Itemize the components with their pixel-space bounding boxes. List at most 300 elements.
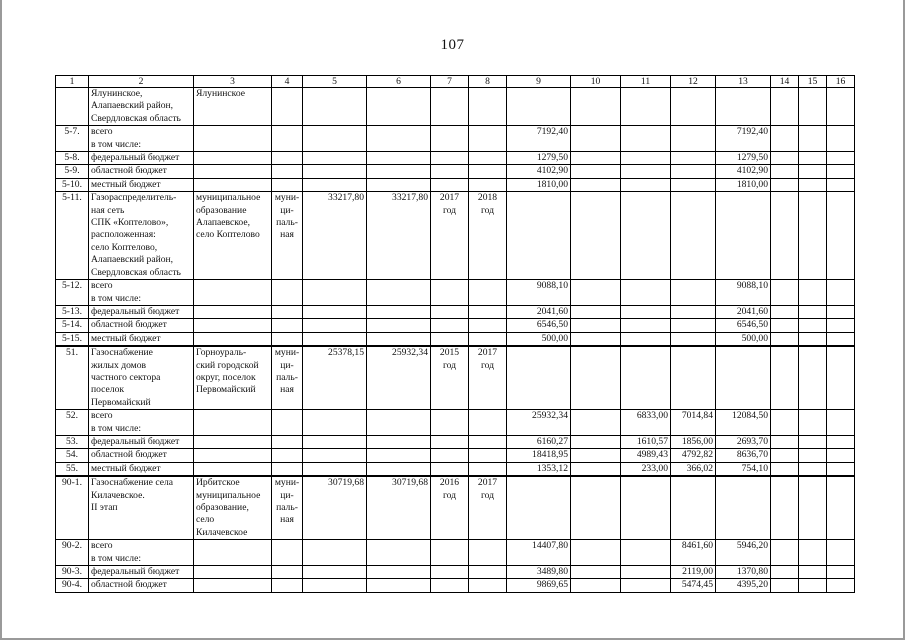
column-header: 12 (671, 76, 716, 88)
table-cell (367, 280, 431, 306)
table-cell (827, 126, 855, 152)
table-cell: Ялунинское (194, 88, 272, 126)
table-cell: 5-7. (56, 126, 89, 152)
table-cell (571, 332, 621, 346)
table-cell: 14407,80 (507, 540, 571, 566)
table-cell (272, 126, 303, 152)
table-cell (771, 152, 799, 165)
table-cell (194, 165, 272, 178)
table-cell (799, 192, 827, 280)
table-cell (272, 449, 303, 462)
table-cell (571, 346, 621, 410)
table-cell: 2016 год (431, 476, 469, 540)
table-cell: федеральный бюджет (89, 152, 194, 165)
table-cell: 1279,50 (507, 152, 571, 165)
table-row (56, 540, 855, 566)
column-header: 4 (272, 76, 303, 88)
table-cell (827, 346, 855, 410)
table-row (56, 435, 855, 448)
table-cell (303, 305, 367, 318)
table-cell: 5-12. (56, 280, 89, 306)
scan-edge-left (0, 0, 2, 640)
table-row (56, 410, 855, 436)
table-cell (799, 319, 827, 332)
table-cell: 233,00 (621, 462, 671, 476)
table-cell: 9088,10 (716, 280, 771, 306)
table-cell: 90-2. (56, 540, 89, 566)
table-cell (716, 192, 771, 280)
table-cell (431, 540, 469, 566)
table-cell (194, 462, 272, 476)
table-cell (771, 435, 799, 448)
table-cell (827, 449, 855, 462)
table-cell (799, 280, 827, 306)
table-cell (367, 88, 431, 126)
table-cell (431, 126, 469, 152)
table-cell (272, 566, 303, 579)
table-cell: 52. (56, 410, 89, 436)
table-cell (272, 579, 303, 592)
table-cell: 12084,50 (716, 410, 771, 436)
table-cell (799, 346, 827, 410)
table-cell: 1279,50 (716, 152, 771, 165)
column-header: 8 (469, 76, 507, 88)
table-cell (671, 305, 716, 318)
table-cell (469, 462, 507, 476)
column-header: 1 (56, 76, 89, 88)
table-cell (771, 410, 799, 436)
table-cell (469, 566, 507, 579)
table-cell (571, 476, 621, 540)
column-header: 5 (303, 76, 367, 88)
table-cell (771, 192, 799, 280)
table-cell: 2017 год (469, 346, 507, 410)
table-cell (799, 476, 827, 540)
table-cell (469, 319, 507, 332)
table-cell: 5-14. (56, 319, 89, 332)
table-cell (571, 280, 621, 306)
table-cell (469, 449, 507, 462)
table-cell (671, 346, 716, 410)
column-header: 3 (194, 76, 272, 88)
table-cell (194, 305, 272, 318)
table-cell (716, 346, 771, 410)
table-cell: 1810,00 (716, 178, 771, 191)
table-row (56, 566, 855, 579)
table-cell (827, 462, 855, 476)
table-cell (469, 178, 507, 191)
table-row (56, 126, 855, 152)
table-cell (827, 476, 855, 540)
table-cell (367, 178, 431, 191)
table-cell (827, 88, 855, 126)
table-cell (771, 579, 799, 592)
table-cell (671, 319, 716, 332)
table-cell (827, 305, 855, 318)
table-cell: муни- ци- паль- ная (272, 192, 303, 280)
page-number: 107 (440, 37, 465, 53)
table-cell (621, 178, 671, 191)
table-cell: 3489,80 (507, 566, 571, 579)
table-cell: Газоснабжение жилых домов частного сектора поселок Первомайский (89, 346, 194, 410)
table-cell: Газоснабжение села Килачевское. II этап (89, 476, 194, 540)
table-cell (303, 566, 367, 579)
table-cell (621, 346, 671, 410)
table-cell (571, 152, 621, 165)
column-header: 2 (89, 76, 194, 88)
table-cell (303, 410, 367, 436)
table-cell (571, 540, 621, 566)
table-cell (431, 449, 469, 462)
table-cell (571, 178, 621, 191)
table-cell (771, 540, 799, 566)
table-cell (469, 305, 507, 318)
table-cell (799, 332, 827, 346)
table-cell (469, 435, 507, 448)
table-cell (431, 165, 469, 178)
table-cell: федеральный бюджет (89, 305, 194, 318)
table-cell: 7014,84 (671, 410, 716, 436)
table-cell: областной бюджет (89, 579, 194, 592)
table-cell (194, 540, 272, 566)
table-cell: 6546,50 (507, 319, 571, 332)
table-cell (469, 410, 507, 436)
table-cell (303, 280, 367, 306)
table-cell (827, 566, 855, 579)
table-cell (507, 192, 571, 280)
table-row (56, 579, 855, 592)
column-header: 10 (571, 76, 621, 88)
table-cell (671, 280, 716, 306)
table-cell: 2017 год (469, 476, 507, 540)
table-cell (431, 332, 469, 346)
table-cell: 4792,82 (671, 449, 716, 462)
table-cell (194, 152, 272, 165)
table-cell: 51. (56, 346, 89, 410)
table-cell (303, 579, 367, 592)
table-cell (272, 88, 303, 126)
table-cell (194, 178, 272, 191)
table-cell (571, 126, 621, 152)
table-cell (571, 165, 621, 178)
table-cell (799, 165, 827, 178)
table-cell (431, 88, 469, 126)
table-cell: Ялунинское, Алапаевский район, Свердловская область (89, 88, 194, 126)
table-cell: Горноураль- ский городской округ, поселок Первомайский (194, 346, 272, 410)
table-cell (827, 152, 855, 165)
table-cell: всего в том числе: (89, 280, 194, 306)
table-cell: 1810,00 (507, 178, 571, 191)
table-row (56, 346, 855, 410)
table-cell (671, 165, 716, 178)
table-cell: 5-10. (56, 178, 89, 191)
table-cell: 1370,80 (716, 566, 771, 579)
table-cell (367, 540, 431, 566)
table-cell (507, 88, 571, 126)
table-cell (367, 462, 431, 476)
table-cell (194, 126, 272, 152)
table-cell: 4989,43 (621, 449, 671, 462)
table-cell: 25932,34 (367, 346, 431, 410)
table-cell (367, 305, 431, 318)
table-cell (272, 305, 303, 318)
table-cell (799, 449, 827, 462)
table-cell: 55. (56, 462, 89, 476)
table-cell (431, 280, 469, 306)
table-cell (621, 566, 671, 579)
table-cell: всего в том числе: (89, 126, 194, 152)
table-cell (431, 305, 469, 318)
table-cell: 9088,10 (507, 280, 571, 306)
table-cell (571, 435, 621, 448)
table-cell: 7192,40 (507, 126, 571, 152)
table-cell: муниципальное образование Алапаевское, село Коптелово (194, 192, 272, 280)
table-cell: 7192,40 (716, 126, 771, 152)
table-cell (367, 165, 431, 178)
table-row (56, 178, 855, 191)
table-cell: муни- ци- паль- ная (272, 346, 303, 410)
table-cell (431, 319, 469, 332)
table-cell (571, 305, 621, 318)
table-cell (771, 178, 799, 191)
table-cell (771, 280, 799, 306)
table-cell (431, 462, 469, 476)
table-cell (799, 566, 827, 579)
table-cell: 1353,12 (507, 462, 571, 476)
table-row (56, 152, 855, 165)
table-cell (303, 88, 367, 126)
table-cell: 754,10 (716, 462, 771, 476)
table-cell (367, 449, 431, 462)
table-cell: 33217,80 (303, 192, 367, 280)
data-table (55, 75, 855, 593)
table-cell: 366,02 (671, 462, 716, 476)
table-cell (799, 435, 827, 448)
table-cell (671, 126, 716, 152)
table-row (56, 88, 855, 126)
table-cell: 9869,65 (507, 579, 571, 592)
table-cell (431, 410, 469, 436)
table-cell: 2015 год (431, 346, 469, 410)
table-cell (827, 332, 855, 346)
table-cell (799, 462, 827, 476)
table-cell (771, 319, 799, 332)
table-cell: 1856,00 (671, 435, 716, 448)
table-cell (469, 579, 507, 592)
table-cell (799, 152, 827, 165)
table-row (56, 305, 855, 318)
table-cell (303, 462, 367, 476)
table-cell: 2041,60 (507, 305, 571, 318)
table-cell (431, 178, 469, 191)
table-cell: 5474,45 (671, 579, 716, 592)
table-cell (571, 410, 621, 436)
column-header: 11 (621, 76, 671, 88)
table-cell (621, 280, 671, 306)
table-cell: 5946,20 (716, 540, 771, 566)
table-cell: 5-11. (56, 192, 89, 280)
table-cell (272, 319, 303, 332)
table-cell: 53. (56, 435, 89, 448)
table-cell (469, 280, 507, 306)
table-cell (194, 410, 272, 436)
table-cell: 2018 год (469, 192, 507, 280)
column-header: 14 (771, 76, 799, 88)
table-row (56, 449, 855, 462)
table-cell (303, 319, 367, 332)
table-cell: 90-1. (56, 476, 89, 540)
table-cell: 6546,50 (716, 319, 771, 332)
table-cell (671, 476, 716, 540)
table-cell (194, 319, 272, 332)
column-header: 6 (367, 76, 431, 88)
table-cell (799, 126, 827, 152)
table-cell (194, 449, 272, 462)
table-cell (621, 540, 671, 566)
table-cell (716, 88, 771, 126)
table-cell (621, 165, 671, 178)
table-cell (827, 280, 855, 306)
table-cell (827, 192, 855, 280)
table-cell (571, 319, 621, 332)
table-cell (469, 540, 507, 566)
table-cell (431, 435, 469, 448)
table-cell: всего в том числе: (89, 410, 194, 436)
table-cell (799, 88, 827, 126)
table-cell (56, 88, 89, 126)
table-cell: местный бюджет (89, 332, 194, 346)
table-cell (671, 88, 716, 126)
table-cell (671, 192, 716, 280)
table-cell (771, 462, 799, 476)
table-cell: местный бюджет (89, 462, 194, 476)
table-cell (431, 579, 469, 592)
table-cell (272, 462, 303, 476)
table-cell (771, 566, 799, 579)
table-cell (303, 165, 367, 178)
table-cell (571, 566, 621, 579)
table-cell: 500,00 (716, 332, 771, 346)
table-cell: 33217,80 (367, 192, 431, 280)
table-cell (771, 476, 799, 540)
table-cell: местный бюджет (89, 178, 194, 191)
table-cell: 2693,70 (716, 435, 771, 448)
table-cell (469, 332, 507, 346)
table-cell: 90-3. (56, 566, 89, 579)
table-cell (827, 165, 855, 178)
table-cell: 4102,90 (507, 165, 571, 178)
table-cell (621, 126, 671, 152)
table-cell (367, 579, 431, 592)
table-row (56, 462, 855, 476)
table-cell (272, 152, 303, 165)
table-cell: 8636,70 (716, 449, 771, 462)
table-cell (799, 305, 827, 318)
table-row (56, 280, 855, 306)
table-cell (367, 410, 431, 436)
table-row (56, 165, 855, 178)
table-cell (303, 449, 367, 462)
table-cell (469, 88, 507, 126)
column-header: 9 (507, 76, 571, 88)
table-cell (431, 566, 469, 579)
table-cell (799, 579, 827, 592)
table-cell: 18418,95 (507, 449, 571, 462)
table-cell: областной бюджет (89, 165, 194, 178)
table-cell (571, 192, 621, 280)
table-cell: 2041,60 (716, 305, 771, 318)
table-cell (303, 126, 367, 152)
table-cell (671, 332, 716, 346)
table-cell (716, 476, 771, 540)
table-cell: федеральный бюджет (89, 435, 194, 448)
table-cell (827, 579, 855, 592)
table-cell: 8461,60 (671, 540, 716, 566)
table-cell (303, 540, 367, 566)
table-cell (367, 319, 431, 332)
table-cell (272, 332, 303, 346)
table-cell: 25932,34 (507, 410, 571, 436)
table-cell (621, 579, 671, 592)
table-cell (194, 566, 272, 579)
table-cell: 30719,68 (303, 476, 367, 540)
table-row (56, 476, 855, 540)
table-cell (771, 346, 799, 410)
table-cell (367, 566, 431, 579)
table-cell (621, 476, 671, 540)
table-cell (367, 332, 431, 346)
table-cell (469, 165, 507, 178)
table-cell (303, 152, 367, 165)
table-cell (272, 435, 303, 448)
table-cell (571, 579, 621, 592)
table-cell: областной бюджет (89, 319, 194, 332)
table-cell (571, 462, 621, 476)
table-cell (771, 126, 799, 152)
table-cell (272, 540, 303, 566)
table-cell (621, 305, 671, 318)
table-cell (507, 346, 571, 410)
table-cell: 5-13. (56, 305, 89, 318)
table-cell (621, 152, 671, 165)
table-cell (621, 319, 671, 332)
table-cell (272, 280, 303, 306)
table-cell (621, 192, 671, 280)
table-cell (827, 435, 855, 448)
table-cell (507, 476, 571, 540)
table-cell: 500,00 (507, 332, 571, 346)
table-cell: 4395,20 (716, 579, 771, 592)
table-cell (272, 410, 303, 436)
table-cell (799, 410, 827, 436)
column-header: 7 (431, 76, 469, 88)
table-cell (431, 152, 469, 165)
column-header: 13 (716, 76, 771, 88)
table-cell (621, 332, 671, 346)
table-cell (799, 178, 827, 191)
table-cell (272, 165, 303, 178)
table-cell (827, 540, 855, 566)
table-cell (272, 178, 303, 191)
table-cell (799, 540, 827, 566)
table-cell (571, 88, 621, 126)
table-cell: 54. (56, 449, 89, 462)
table-row (56, 332, 855, 346)
table-cell: 5-15. (56, 332, 89, 346)
table-cell (469, 152, 507, 165)
table-cell (671, 178, 716, 191)
table-cell: областной бюджет (89, 449, 194, 462)
